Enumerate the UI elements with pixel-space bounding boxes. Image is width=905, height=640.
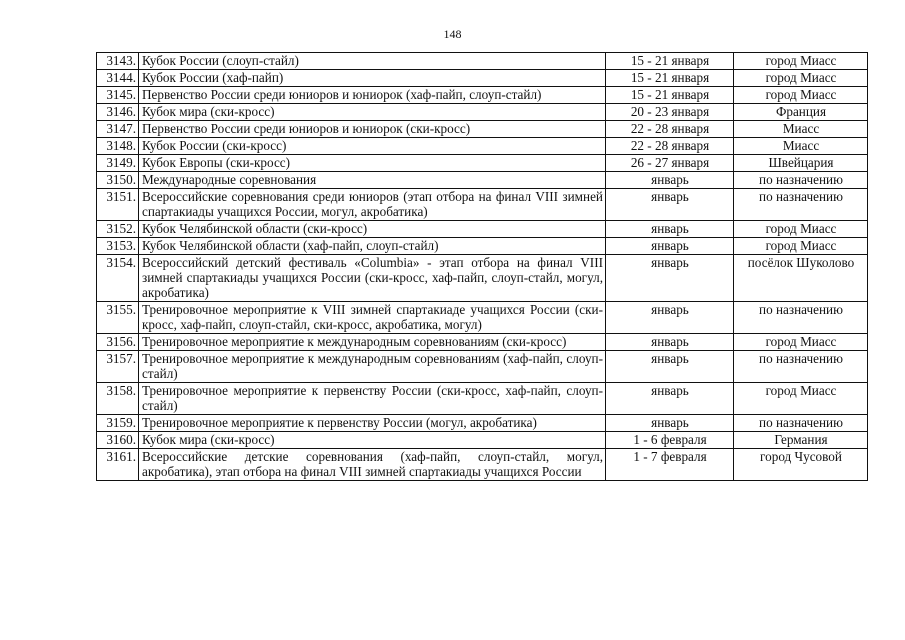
row-number-cell: 3154. (97, 255, 139, 302)
event-name-cell: Кубок Челябинской области (ски-кросс) (139, 221, 606, 238)
event-place-cell: по назначению (734, 415, 868, 432)
row-number-cell: 3148. (97, 138, 139, 155)
table-row (97, 302, 868, 334)
event-name-cell: Всероссийские соревнования среди юниоров (этап отбора на финал VIII зимней спартакиады учащихся России, могул, акробатика) (139, 189, 606, 221)
row-number-cell: 3159. (97, 415, 139, 432)
event-date-cell: январь (606, 351, 734, 383)
table-row (97, 155, 868, 172)
event-place-cell: город Чусовой (734, 449, 868, 481)
event-place-cell: по назначению (734, 302, 868, 334)
event-date-cell: 15 - 21 января (606, 53, 734, 70)
table-row (97, 70, 868, 87)
event-name-cell: Кубок Челябинской области (хаф-пайп, слоуп-стайл) (139, 238, 606, 255)
event-place-cell: город Миасс (734, 87, 868, 104)
event-name-cell: Тренировочное мероприятие к международным соревнованиям (ски-кросс) (139, 334, 606, 351)
row-number-cell: 3156. (97, 334, 139, 351)
event-date-cell: 22 - 28 января (606, 121, 734, 138)
table-row (97, 87, 868, 104)
event-place-cell: город Миасс (734, 383, 868, 415)
event-place-cell: Швейцария (734, 155, 868, 172)
event-place-cell: Германия (734, 432, 868, 449)
event-date-cell: январь (606, 189, 734, 221)
row-number-cell: 3143. (97, 53, 139, 70)
row-number-cell: 3160. (97, 432, 139, 449)
event-name-cell: Всероссийский детский фестиваль «Columbia» - этап отбора на финал VIII зимней спартакиады учащихся России (ски-кросс, хаф-пайп, слоуп-стайл, могул, акробатика) (139, 255, 606, 302)
page-number: 148 (443, 27, 462, 41)
event-date-cell: январь (606, 221, 734, 238)
event-name-cell: Международные соревнования (139, 172, 606, 189)
row-number-cell: 3153. (97, 238, 139, 255)
table-row (97, 121, 868, 138)
event-name-cell: Кубок мира (ски-кросс) (139, 104, 606, 121)
event-place-cell: Миасс (734, 121, 868, 138)
row-number-cell: 3149. (97, 155, 139, 172)
row-number-cell: 3161. (97, 449, 139, 481)
table-row (97, 255, 868, 302)
table-row (97, 138, 868, 155)
table-row (97, 449, 868, 481)
event-name-cell: Кубок России (хаф-пайп) (139, 70, 606, 87)
event-place-cell: по назначению (734, 351, 868, 383)
event-place-cell: город Миасс (734, 334, 868, 351)
event-place-cell: город Миасс (734, 238, 868, 255)
event-name-cell: Кубок Европы (ски-кросс) (139, 155, 606, 172)
event-name-cell: Тренировочное мероприятие к первенству России (ски-кросс, хаф-пайп, слоуп-стайл) (139, 383, 606, 415)
table-row (97, 383, 868, 415)
table-row (97, 351, 868, 383)
event-name-cell: Первенство России среди юниоров и юниорок (хаф-пайп, слоуп-стайл) (139, 87, 606, 104)
event-name-cell: Кубок мира (ски-кросс) (139, 432, 606, 449)
event-place-cell: город Миасс (734, 70, 868, 87)
event-date-cell: 15 - 21 января (606, 87, 734, 104)
row-number-cell: 3147. (97, 121, 139, 138)
row-number-cell: 3144. (97, 70, 139, 87)
event-name-cell: Тренировочное мероприятие к VIII зимней спартакиаде учащихся России (ски-кросс, хаф-пайп, слоуп-стайл, ски-кросс, акробатика, могул) (139, 302, 606, 334)
events-table (96, 52, 868, 481)
event-name-cell: Тренировочное мероприятие к первенству России (могул, акробатика) (139, 415, 606, 432)
event-date-cell: январь (606, 302, 734, 334)
table-row (97, 189, 868, 221)
event-date-cell: 1 - 6 февраля (606, 432, 734, 449)
event-place-cell: по назначению (734, 189, 868, 221)
event-name-cell: Кубок России (ски-кросс) (139, 138, 606, 155)
event-date-cell: январь (606, 415, 734, 432)
event-place-cell: по назначению (734, 172, 868, 189)
event-place-cell: посёлок Шуколово (734, 255, 868, 302)
event-date-cell: 20 - 23 января (606, 104, 734, 121)
event-date-cell: 22 - 28 января (606, 138, 734, 155)
table-row (97, 172, 868, 189)
table-row (97, 53, 868, 70)
event-date-cell: январь (606, 334, 734, 351)
table-row (97, 221, 868, 238)
event-name-cell: Кубок России (слоуп-стайл) (139, 53, 606, 70)
event-name-cell: Первенство России среди юниоров и юниорок (ски-кросс) (139, 121, 606, 138)
event-place-cell: город Миасс (734, 53, 868, 70)
table-row (97, 432, 868, 449)
event-date-cell: январь (606, 172, 734, 189)
row-number-cell: 3151. (97, 189, 139, 221)
event-date-cell: 15 - 21 января (606, 70, 734, 87)
event-date-cell: 26 - 27 января (606, 155, 734, 172)
row-number-cell: 3157. (97, 351, 139, 383)
row-number-cell: 3158. (97, 383, 139, 415)
event-place-cell: Миасс (734, 138, 868, 155)
event-name-cell: Тренировочное мероприятие к международным соревнованиям (хаф-пайп, слоуп-стайл) (139, 351, 606, 383)
event-date-cell: январь (606, 255, 734, 302)
row-number-cell: 3155. (97, 302, 139, 334)
event-name-cell: Всероссийские детские соревнования (хаф-пайп, слоуп-стайл, могул, акробатика), этап отбора на финал VIII зимней спартакиады учащихся России (139, 449, 606, 481)
events-table-body (97, 53, 868, 481)
event-date-cell: январь (606, 238, 734, 255)
table-row (97, 415, 868, 432)
event-date-cell: 1 - 7 февраля (606, 449, 734, 481)
table-row (97, 334, 868, 351)
row-number-cell: 3150. (97, 172, 139, 189)
table-row (97, 104, 868, 121)
table-row (97, 238, 868, 255)
row-number-cell: 3152. (97, 221, 139, 238)
event-place-cell: Франция (734, 104, 868, 121)
row-number-cell: 3145. (97, 87, 139, 104)
row-number-cell: 3146. (97, 104, 139, 121)
event-place-cell: город Миасс (734, 221, 868, 238)
event-date-cell: январь (606, 383, 734, 415)
